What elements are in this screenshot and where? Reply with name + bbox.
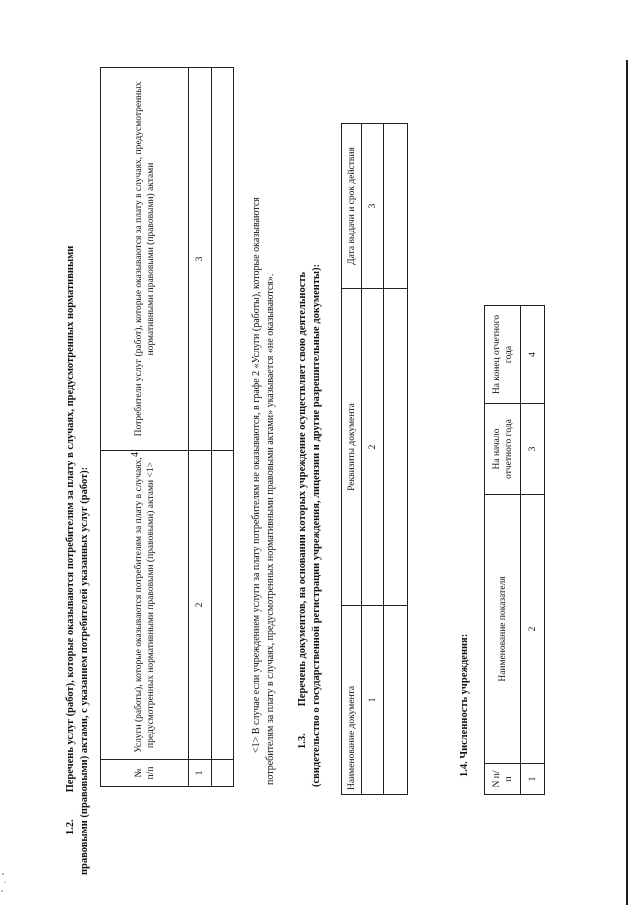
staff-num-cell-2: 2 [521, 495, 545, 764]
services-num-cell-1: 1 [189, 760, 212, 787]
documents-col-requisites: Реквизиты документа [342, 289, 362, 606]
documents-table [341, 123, 408, 795]
page-number: 4 [130, 452, 141, 457]
documents-empty-cell [384, 289, 408, 606]
services-table [100, 67, 234, 787]
documents-col-date: Дата выдачи и срок действия [342, 124, 362, 289]
services-num-cell-2: 2 [189, 451, 212, 760]
services-col-consumers: Потребители услуг (работ), которые оказываются за плату в случаях, предусмотренных нормативными правовыми (правовыми) актами [101, 68, 189, 451]
section-1-3-number: 1.3. [297, 733, 308, 749]
services-col-services: Услуги (работы), которые оказываются потребителям за плату в случаях, предусмотренных нормативными правовыми (правовыми) актами <1> [101, 451, 189, 760]
section-1-3-heading [296, 49, 310, 749]
section-1-3-title-line2: (свидетельство о государственной регистрации учреждения, лицензии и другие разрешительные документы): [311, 263, 322, 787]
documents-empty-cell [384, 606, 408, 795]
staff-col-number: N п/п [485, 764, 521, 795]
section-1-2-title-line2: правовыми (правовыми) актами, с указанием потребителей указанных услуг (работ): [79, 466, 90, 875]
section-1-2-title-line1: Перечень услуг (работ), которые оказываются потребителям за плату в случаях, предусмотренных нормативными [65, 245, 76, 793]
section-1-4-heading: 1.4. Численность учреждения: [459, 633, 470, 777]
documents-empty-cell [384, 124, 408, 289]
documents-num-cell-3: 3 [362, 124, 384, 289]
documents-num-cell-2: 2 [362, 289, 384, 606]
staff-num-cell-1: 1 [521, 764, 545, 795]
staff-col-start: На начало отчетного года [485, 404, 521, 495]
section-1-2-heading [64, 35, 78, 835]
services-empty-cell [212, 451, 234, 760]
documents-num-cell-1: 1 [362, 606, 384, 795]
services-empty-cell [212, 68, 234, 451]
staff-table [484, 305, 545, 795]
documents-col-name: Наименование документа [342, 606, 362, 795]
services-col-number: № п/п [101, 760, 189, 787]
footnote-line2: потребителям за плату в случаях, предусмотренных нормативными правовыми актами» указывается «не оказываются». [265, 273, 276, 785]
staff-num-cell-4: 4 [521, 306, 545, 404]
section-1-3-title-line1: Перечень документов, на основании которых учреждение осуществляет свою деятельность [297, 271, 308, 707]
staff-col-indicator: Наименование показателя [485, 495, 521, 764]
services-empty-cell [212, 760, 234, 787]
footnote-line1: <1> В случае если учреждением услуги за плату потребителям не оказываются, в графе 2 «Услуги (работы), которые оказываются [251, 197, 262, 753]
section-1-2-number: 1.2. [65, 819, 76, 835]
services-num-cell-3: 3 [189, 68, 212, 451]
staff-col-end: На конец отчетного года [485, 306, 521, 404]
staff-num-cell-3: 3 [521, 404, 545, 495]
